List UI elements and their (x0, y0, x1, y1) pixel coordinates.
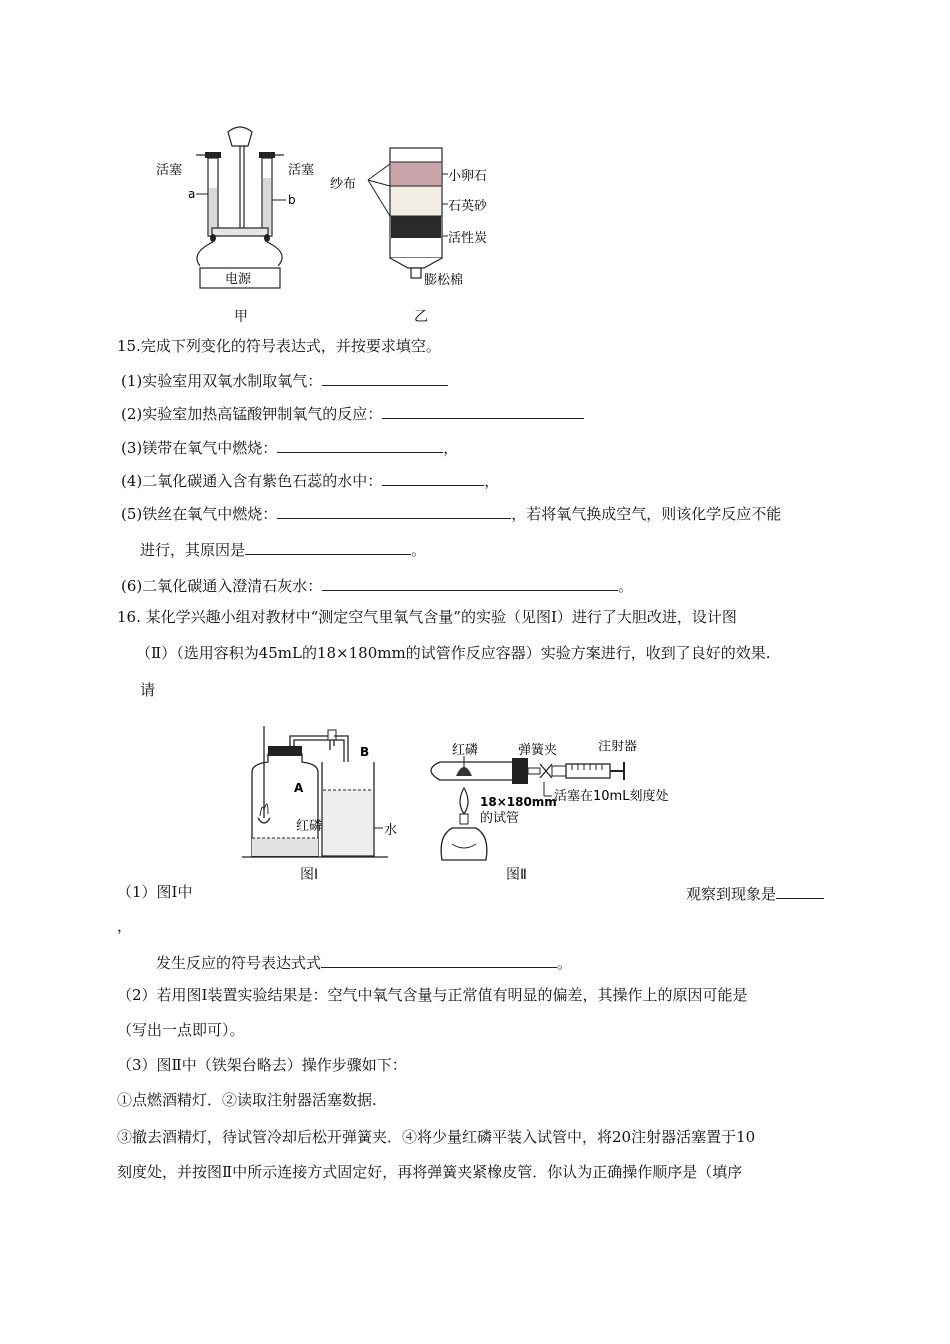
pebble-label: 小卵石 (448, 169, 488, 184)
q16-sub-1a: （1）图Ⅰ中 (117, 883, 193, 901)
q16-steps-1: ①点燃酒精灯．②读取注射器活塞数据. (117, 1091, 377, 1109)
valve-left-label: 活塞 (156, 163, 183, 178)
answer-blank[interactable] (322, 369, 448, 386)
answer-blank[interactable] (322, 574, 618, 591)
tube-a-label: a (188, 187, 196, 201)
syringe-label: 注射器 (598, 740, 638, 754)
q15-item-5-tail: ，若将氧气换成空气，则该化学反应不能 (511, 505, 782, 523)
answer-blank[interactable] (776, 882, 824, 899)
q16-intro-2: （Ⅱ）（选用容积为45mL的18×180mm的试管作反应容器）实验方案进行，收到了良好的效果. (136, 644, 771, 662)
q15-item-6 (121, 574, 633, 596)
water-filter-diagram (328, 140, 508, 290)
q15-item-6-end: 。 (618, 577, 634, 595)
label-red-phosphorus: 红磷 (296, 819, 323, 834)
caption-figure-2: 图Ⅱ (506, 867, 527, 883)
valve-right-label: 活塞 (288, 163, 315, 178)
q16-steps-3: 刻度处，并按图Ⅱ中所示连接方式固定好，再将弹簧夹紧橡皮管．你认为正确操作顺序是（填序 (117, 1163, 743, 1181)
answer-blank[interactable] (277, 436, 443, 453)
q15-item-3-text: (3)镁带在氧气中燃烧： (121, 439, 278, 457)
cotton-label: 膨松棉 (424, 273, 464, 288)
answer-blank[interactable] (277, 502, 511, 519)
carbon-label: 活性炭 (448, 231, 488, 246)
answer-blank[interactable] (321, 951, 557, 968)
q16-steps-2: ③撤去酒精灯，待试管冷却后松开弹簧夹．④将少量红磷平装入试管中，将20注射器活塞置于10 (117, 1128, 756, 1146)
q15-item-1 (121, 369, 448, 391)
q15-item-3-end: ， (443, 439, 459, 457)
caption-figure-1: 图Ⅰ (300, 867, 319, 883)
piston-label: 活塞在10mL刻度处 (554, 789, 669, 804)
caption-jia: 甲 (234, 309, 248, 325)
spring-clip-label: 弹簧夹 (518, 743, 558, 758)
q16-sub-1d-end: 。 (557, 954, 573, 972)
q15-item-5-text: (5)铁丝在氧气中燃烧： (121, 505, 278, 523)
electrolysis-diagram (150, 118, 320, 298)
label-A: A (294, 781, 304, 795)
q16-sub-2: （2）若用图Ⅰ装置实验结果是：空气中氧气含量与正常值有明显的偏差，其操作上的原因可能是 (117, 986, 748, 1004)
tube-size-label: 18×180mm (480, 795, 557, 809)
q16-sub-1d-text: 发生反应的符号表达式式 (156, 954, 322, 972)
q16-sub-1c: ， (117, 917, 133, 935)
q16-sub-2b: （写出一点即可）。 (117, 1021, 245, 1039)
q15-item-3 (121, 436, 458, 458)
q15-item-5b-end: 。 (411, 541, 427, 559)
tube-size-label-2: 的试管 (480, 811, 520, 826)
q16-sub-1b-text: 观察到现象是 (686, 885, 777, 903)
q15-item-6-text: (6)二氧化碳通入澄清石灰水： (121, 577, 323, 595)
quartz-label: 石英砂 (448, 199, 488, 214)
tube-b-label: b (288, 193, 296, 207)
q15-item-1-text: (1)实验室用双氧水制取氧气： (121, 372, 323, 390)
q15-item-4-text: (4)二氧化碳通入含有紫色石蕊的水中： (121, 472, 383, 490)
q15-item-2 (121, 402, 584, 424)
q15-item-5b-text: 进行，其原因是 (140, 541, 246, 559)
caption-yi: 乙 (414, 309, 428, 325)
q16-sub-3: （3）图Ⅱ中（铁架台略去）操作步骤如下： (117, 1056, 407, 1074)
answer-blank[interactable] (245, 538, 411, 555)
answer-blank[interactable] (382, 469, 484, 486)
q15-item-4-end: ， (484, 472, 500, 490)
q15-item-5b (140, 538, 426, 560)
q15-title: 15.完成下列变化的符号表达式，并按要求填空。 (117, 337, 441, 355)
figure-1-diagram (238, 722, 408, 862)
gauze-label: 纱布 (330, 177, 357, 192)
q16-sub-1d (156, 951, 572, 973)
power-label: 电源 (225, 272, 252, 287)
q16-intro-1: 16. 某化学兴趣小组对教材中“测定空气里氧气含量”的实验（见图Ⅰ）进行了大胆改进，设计图 (117, 608, 737, 626)
fig2-red-phosphorus-label: 红磷 (452, 743, 479, 758)
figure-2-diagram (412, 740, 682, 862)
label-B: B (360, 745, 370, 759)
q16-sub-1b (686, 882, 824, 904)
q16-intro-3: 请 (140, 681, 156, 699)
label-water: 水 (384, 823, 398, 838)
answer-blank[interactable] (382, 402, 584, 419)
q15-item-4 (121, 469, 499, 491)
q15-item-2-text: (2)实验室加热高锰酸钾制氧气的反应： (121, 405, 383, 423)
q15-item-5 (121, 502, 781, 524)
